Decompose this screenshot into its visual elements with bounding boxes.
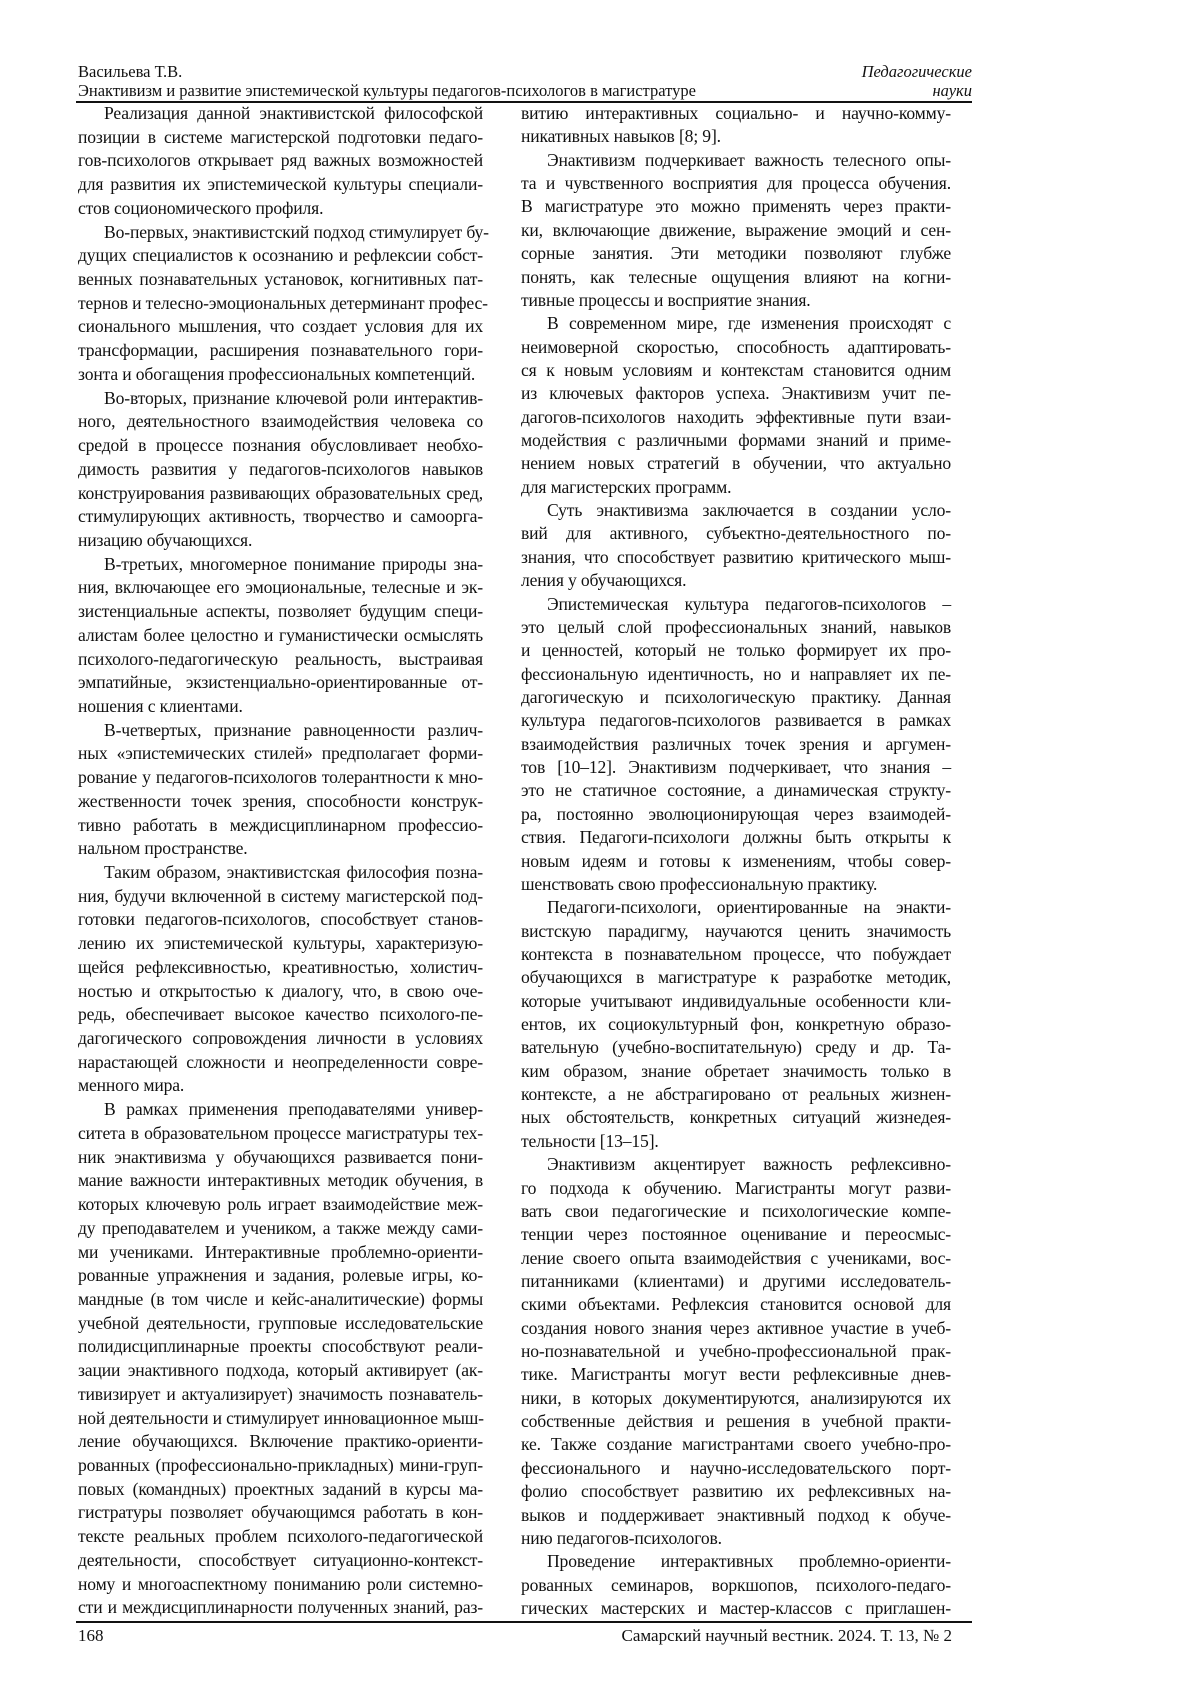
text-line: дущих специалистов к осознанию и рефлексии собст- xyxy=(78,244,483,268)
text-line: готовки педагогов-психологов, способствует станов- xyxy=(78,908,483,932)
text-line: собственные действия и решения в учебной практи- xyxy=(521,1410,951,1433)
text-line: рование у педагогов-психологов толерантности к мно- xyxy=(78,766,483,790)
footer-rule xyxy=(76,1621,972,1623)
text-line: жественности точек зрения, способности конструк- xyxy=(78,790,483,814)
text-line: но-познавательной и учебно-профессиональной прак- xyxy=(521,1340,951,1363)
text-line: нию педагогов-психологов. xyxy=(521,1527,951,1550)
text-line: ной деятельности и стимулирует инновационное мыш- xyxy=(78,1407,483,1431)
text-line: ния, будучи включенной в систему магистерской под- xyxy=(78,885,483,909)
text-line: тивно работать в междисциплинарном профессио- xyxy=(78,814,483,838)
text-line: тов [10–12]. Энактивизм подчеркивает, что знания – xyxy=(521,756,951,779)
text-line: гистратуры позволяет обучающимся работать в кон- xyxy=(78,1501,483,1525)
text-line: витию интерактивных социально- и научно-комму- xyxy=(521,102,951,125)
text-line: сионального мышления, что создает условия для их xyxy=(78,315,483,339)
text-line: и ценностей, который не только формирует их про- xyxy=(521,639,951,662)
text-line: мание важности интерактивных методик обучения, в xyxy=(78,1169,483,1193)
text-line: нарастающей сложности и неопределенности совре- xyxy=(78,1051,483,1075)
paragraph xyxy=(78,719,483,861)
text-line: гов-психологов открывает ряд важных возможностей xyxy=(78,149,483,173)
text-line: шенствовать свою профессиональную практику. xyxy=(521,873,951,896)
text-line: позиции в системе магистерской подготовки педаго- xyxy=(78,126,483,150)
paragraph xyxy=(78,102,483,221)
text-line: тивизирует и актуализирует) значимость познаватель- xyxy=(78,1383,483,1407)
text-line: Во-первых, энактивистский подход стимулирует бу- xyxy=(78,221,483,245)
text-line: повых (командных) проектных заданий в курсы ма- xyxy=(78,1478,483,1502)
text-line: Во-вторых, признание ключевой роли интерактив- xyxy=(78,387,483,411)
text-line: димость развития у педагогов-психологов навыков xyxy=(78,458,483,482)
text-line: мандные (в том числе и кейс-аналитические) формы xyxy=(78,1288,483,1312)
text-line: никативных навыков [8; 9]. xyxy=(521,125,951,148)
text-line: Суть энактивизма заключается в создании усло- xyxy=(521,499,951,522)
text-line: ду преподавателем и учеником, а также между сами- xyxy=(78,1217,483,1241)
text-column-right xyxy=(521,102,951,1620)
paragraph xyxy=(521,1153,951,1550)
text-line: ния, включающее его эмоциональные, телесные и эк- xyxy=(78,576,483,600)
text-line: знания, что способствует развитию критического мыш- xyxy=(521,546,951,569)
text-line: для магистерских программ. xyxy=(521,476,951,499)
text-line: гических мастерских и мастер-классов с приглашен- xyxy=(521,1597,951,1620)
text-line: рованных (профессионально-прикладных) мини-груп- xyxy=(78,1454,483,1478)
text-line: скими объектами. Рефлексия становится основой для xyxy=(521,1293,951,1316)
text-line: учебной деятельности, групповые исследовательские xyxy=(78,1312,483,1336)
text-line: ношения с клиентами. xyxy=(78,695,483,719)
text-line: ствия. Педагоги-психологи должны быть открыты к xyxy=(521,826,951,849)
text-line: ситета в образовательном процессе магистратуры тех- xyxy=(78,1122,483,1146)
text-line: тивные процессы и восприятие знания. xyxy=(521,289,951,312)
text-line: венных познавательных установок, когнитивных пат- xyxy=(78,268,483,292)
text-line: сорные занятия. Эти методики позволяют глубже xyxy=(521,242,951,265)
text-line: которых ключевую роль играет взаимодействие меж- xyxy=(78,1193,483,1217)
text-line: Энактивизм подчеркивает важность телесного опы- xyxy=(521,149,951,172)
text-line: ления у обучающихся. xyxy=(521,569,951,592)
text-line: психолого-педагогическую реальность, выстраивая xyxy=(78,648,483,672)
text-line: Эпистемическая культура педагогов-психологов – xyxy=(521,593,951,616)
text-line: вий для активного, субъектно-деятельностного по- xyxy=(521,522,951,545)
text-line: тексте реальных проблем психолого-педагогической xyxy=(78,1525,483,1549)
text-line: эмпатийные, экзистенциально-ориентированные от- xyxy=(78,671,483,695)
text-line: ке. Также создание магистрантами своего учебно-про- xyxy=(521,1433,951,1456)
text-line: Таким образом, энактивистская философия позна- xyxy=(78,861,483,885)
text-line: для развития их эпистемической культуры специали- xyxy=(78,173,483,197)
text-line: дагогического сопровождения личности в условиях xyxy=(78,1027,483,1051)
text-line: ки, включающие движение, выражение эмоций и сен- xyxy=(521,219,951,242)
text-line: В рамках применения преподавателями универ- xyxy=(78,1098,483,1122)
paragraph xyxy=(78,387,483,553)
text-line: В-третьих, многомерное понимание природы зна- xyxy=(78,553,483,577)
text-line: В современном мире, где изменения происходят с xyxy=(521,312,951,335)
text-line: Энактивизм акцентирует важность рефлексивно- xyxy=(521,1153,951,1176)
text-line: го подхода к обучению. Магистранты могут разви- xyxy=(521,1177,951,1200)
text-line: фессиональную идентичность, но и направляет их пе- xyxy=(521,663,951,686)
paragraph xyxy=(78,861,483,1098)
text-line: ся к новым условиям и контекстам становится одним xyxy=(521,359,951,382)
text-line: алистам более целостно и гуманистически осмыслять xyxy=(78,624,483,648)
text-line: ных обстоятельств, конкретных ситуаций жизнедея- xyxy=(521,1106,951,1129)
text-column-left xyxy=(78,102,483,1620)
text-line: фессионального и научно-исследовательского порт- xyxy=(521,1457,951,1480)
header-section-line2: науки xyxy=(862,81,972,100)
text-line: модействия с различными формами знаний и приме- xyxy=(521,429,951,452)
text-line: Проведение интерактивных проблемно-ориенти- xyxy=(521,1550,951,1573)
running-header-left xyxy=(78,62,696,100)
paragraph xyxy=(78,553,483,719)
text-line: вистскую парадигму, научаются ценить значимость xyxy=(521,920,951,943)
text-line: конструирования развивающих образовательных сред, xyxy=(78,482,483,506)
text-line: низацию обучающихся. xyxy=(78,529,483,553)
paragraph xyxy=(521,102,951,149)
text-line: выков и поддерживает энактивный подход к обуче- xyxy=(521,1504,951,1527)
text-line: стимулирующих активность, творчество и самоорга- xyxy=(78,505,483,529)
text-line: ник энактивизма у обучающихся развивается пони- xyxy=(78,1146,483,1170)
text-line: вательную (учебно-воспитательную) среду и др. Та- xyxy=(521,1036,951,1059)
text-line: В-четвертых, признание равноценности различ- xyxy=(78,719,483,743)
text-line: создания нового знания через активное участие в учеб- xyxy=(521,1317,951,1340)
text-line: контексте, а не абстрагировано от реальных жизнен- xyxy=(521,1083,951,1106)
text-line: Педагоги-психологи, ориентированные на энакти- xyxy=(521,896,951,919)
text-line: из ключевых факторов успеха. Энактивизм учит пе- xyxy=(521,382,951,405)
text-line: неимоверной скоростью, способность адаптировать- xyxy=(521,336,951,359)
text-line: полидисциплинарные проекты способствуют реали- xyxy=(78,1335,483,1359)
header-author: Васильева Т.В. xyxy=(78,62,696,81)
paragraph xyxy=(521,499,951,592)
text-line: вать свои педагогические и психологические компе- xyxy=(521,1200,951,1223)
text-line: Реализация данной энактивистской философской xyxy=(78,102,483,126)
text-line: это целый слой профессиональных знаний, навыков xyxy=(521,616,951,639)
text-line: контекста в познавательном процессе, что побуждает xyxy=(521,943,951,966)
text-line: тернов и телесно-эмоциональных детерминант профес- xyxy=(78,292,483,316)
text-line: ному и многоаспектному пониманию роли системно- xyxy=(78,1573,483,1597)
header-section-line1: Педагогические xyxy=(862,62,972,81)
text-line: это не статичное состояние, а динамическая структу- xyxy=(521,779,951,802)
text-line: зистенциальные аспекты, позволяет будущим специ- xyxy=(78,600,483,624)
text-line: ра, постоянно эволюционирующая через взаимодей- xyxy=(521,803,951,826)
paragraph xyxy=(78,221,483,387)
text-line: нальном пространстве. xyxy=(78,837,483,861)
text-line: лению их эпистемической культуры, характеризую- xyxy=(78,932,483,956)
paragraph xyxy=(521,312,951,499)
text-line: ники, в которых документируются, анализируются их xyxy=(521,1387,951,1410)
text-line: В магистратуре это можно применять через практи- xyxy=(521,195,951,218)
text-line: тике. Магистранты могут вести рефлексивные днев- xyxy=(521,1363,951,1386)
text-line: ентов, их социокультурный фон, конкретную образо- xyxy=(521,1013,951,1036)
text-line: культура педагогов-психологов развивается в рамках xyxy=(521,709,951,732)
paragraph xyxy=(521,149,951,313)
text-line: средой в процессе познания обусловливает необхо- xyxy=(78,434,483,458)
page-number: 168 xyxy=(78,1626,104,1646)
text-line: ностью и открытостью к диалогу, что, в свою оче- xyxy=(78,980,483,1004)
text-line: питанниками (клиентами) и другими исследователь- xyxy=(521,1270,951,1293)
text-line: ким образом, знание обретает значимость только в xyxy=(521,1060,951,1083)
text-line: деятельности, способствует ситуационно-контекст- xyxy=(78,1549,483,1573)
text-line: редь, обеспечивает высокое качество психолого-пе- xyxy=(78,1003,483,1027)
text-line: ми учениками. Интерактивные проблемно-ориенти- xyxy=(78,1241,483,1265)
text-line: дагогическую и психологическую практику. Данная xyxy=(521,686,951,709)
text-line: зонта и обогащения профессиональных компетенций. xyxy=(78,363,483,387)
text-line: рованные упражнения и задания, ролевые игры, ко- xyxy=(78,1264,483,1288)
paragraph xyxy=(78,1098,483,1620)
text-line: фолио способствует развитию их рефлексивных на- xyxy=(521,1480,951,1503)
text-line: зации энактивного подхода, который активирует (ак- xyxy=(78,1359,483,1383)
running-header-section xyxy=(862,62,972,100)
paragraph xyxy=(521,593,951,897)
text-line: взаимодействия различных точек зрения и аргумен- xyxy=(521,733,951,756)
text-line: стов социономического профиля. xyxy=(78,197,483,221)
text-line: ных «эпистемических стилей» предполагает форми- xyxy=(78,742,483,766)
header-article-title: Энактивизм и развитие эпистемической культуры педагогов-психологов в магистратуре xyxy=(78,81,696,100)
text-line: та и чувственного восприятия для процесса обучения. xyxy=(521,172,951,195)
text-line: нением новых стратегий в обучении, что актуально xyxy=(521,452,951,475)
text-line: ление обучающихся. Включение практико-ориенти- xyxy=(78,1430,483,1454)
text-line: тенции через постоянное оценивание и переосмыс- xyxy=(521,1223,951,1246)
text-line: щейся рефлексивностью, креативностью, холистич- xyxy=(78,956,483,980)
text-line: рованных семинаров, воркшопов, психолого-педаго- xyxy=(521,1574,951,1597)
paragraph xyxy=(521,1550,951,1620)
paragraph xyxy=(521,896,951,1153)
text-line: сти и междисциплинарности полученных знаний, раз- xyxy=(78,1596,483,1620)
text-line: новым идеям и готовы к изменениям, чтобы совер- xyxy=(521,850,951,873)
text-line: понять, как телесные ощущения влияют на когни- xyxy=(521,266,951,289)
journal-citation: Самарский научный вестник. 2024. Т. 13, № 2 xyxy=(622,1626,953,1646)
text-line: ного, деятельностного взаимодействия человека со xyxy=(78,410,483,434)
text-line: менного мира. xyxy=(78,1074,483,1098)
text-line: тельности [13–15]. xyxy=(521,1130,951,1153)
text-line: которые учитывают индивидуальные особенности кли- xyxy=(521,990,951,1013)
text-line: ление своего опыта взаимодействия с учениками, вос- xyxy=(521,1247,951,1270)
text-line: трансформации, расширения познавательного гори- xyxy=(78,339,483,363)
text-line: обучающихся в магистратуре к разработке методик, xyxy=(521,966,951,989)
text-line: дагогов-психологов находить эффективные пути взаи- xyxy=(521,406,951,429)
